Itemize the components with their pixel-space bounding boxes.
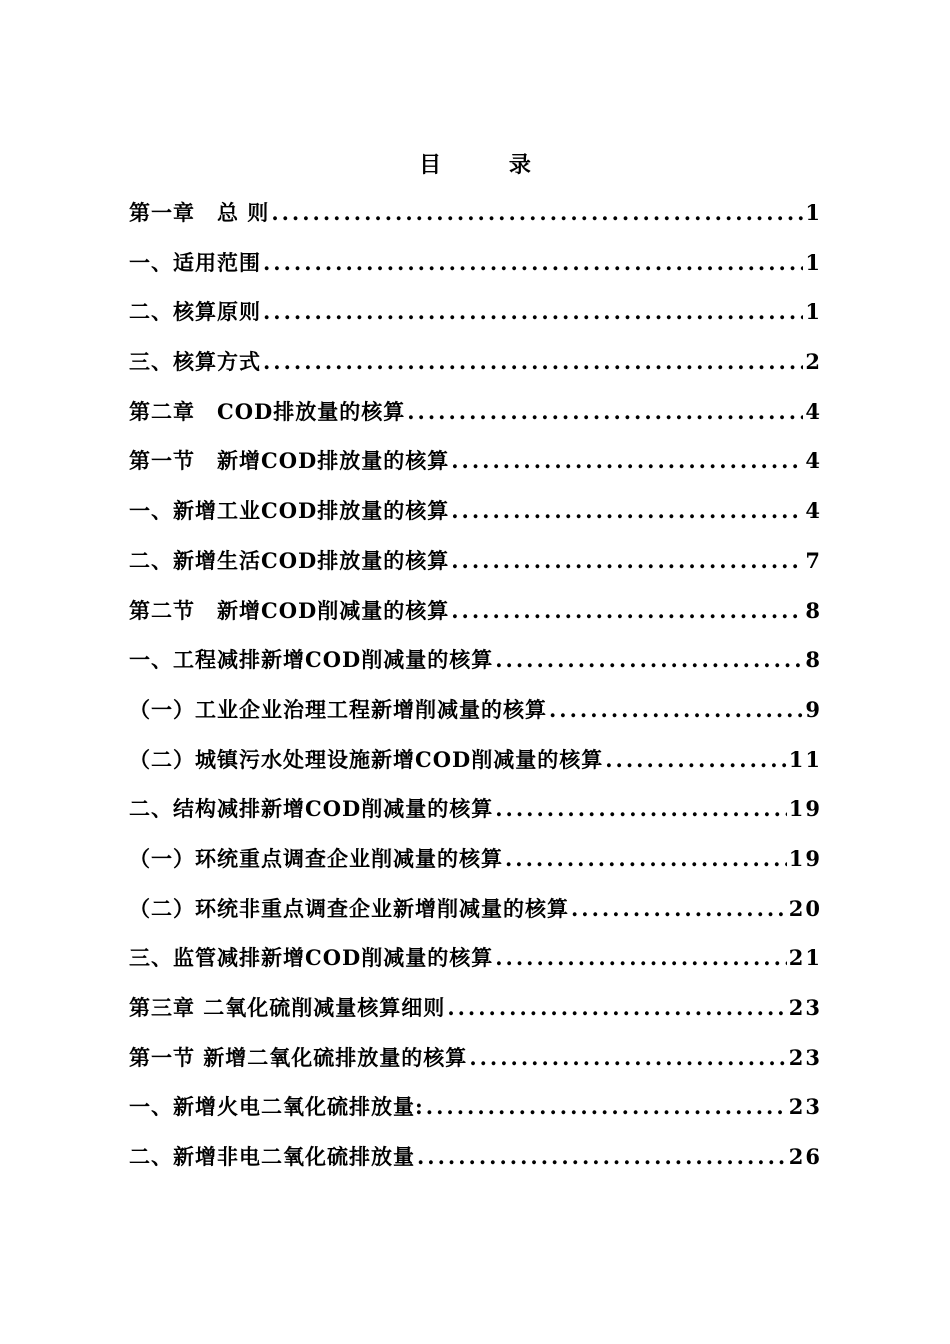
toc-entry-page-number: 19: [788, 796, 822, 822]
toc-entry-label: （一）环统重点调查企业削减量的核算: [129, 845, 503, 871]
toc-entry[interactable]: [129, 445, 822, 495]
toc-entry-page-number: 4: [805, 398, 822, 424]
toc-entry[interactable]: [129, 992, 822, 1042]
toc-entry[interactable]: [129, 1042, 822, 1092]
toc-entry[interactable]: [129, 197, 822, 247]
toc-entry[interactable]: [129, 942, 822, 992]
toc-entry-page-number: 4: [805, 498, 822, 524]
toc-dot-leader: [417, 1144, 787, 1169]
toc-entry-label: （二）环统非重点调查企业新增削减量的核算: [129, 895, 569, 921]
toc-dot-leader: [263, 349, 803, 374]
toc-entry[interactable]: [129, 1141, 822, 1191]
toc-dot-leader: [263, 250, 803, 275]
toc-entry[interactable]: [129, 346, 822, 396]
toc-entry-page-number: 26: [788, 1144, 822, 1170]
toc-dot-leader: [407, 399, 803, 424]
toc-entry[interactable]: [129, 495, 822, 545]
toc-entry-label: 第三章 二氧化硫削减量核算细则: [129, 995, 446, 1020]
toc-entry-label: 一、新增火电二氧化硫排放量:: [129, 1094, 424, 1120]
toc-title: 目 录: [419, 152, 561, 178]
toc-entry[interactable]: [129, 893, 822, 943]
toc-entry-label: 一、适用范围: [129, 249, 261, 275]
toc-entry[interactable]: [129, 1091, 822, 1141]
toc-entry-page-number: 1: [805, 200, 822, 225]
toc-entry-label: （一）工业企业治理工程新增削减量的核算: [129, 696, 547, 722]
toc-entry-label: 一、新增工业COD排放量的核算: [129, 498, 450, 524]
toc-entry-label: 二、新增非电二氧化硫排放量: [129, 1144, 415, 1170]
toc-entry[interactable]: [129, 843, 822, 893]
toc-entry-page-number: 20: [788, 895, 822, 921]
toc-entry-page-number: 23: [788, 995, 822, 1020]
toc-dot-leader: [495, 796, 787, 821]
toc-dot-leader: [263, 299, 803, 324]
toc-entry-label: 第一节 新增COD排放量的核算: [129, 448, 450, 474]
toc-entry[interactable]: [129, 694, 822, 744]
toc-entry-page-number: 7: [805, 547, 822, 573]
toc-entry-page-number: 19: [788, 845, 822, 871]
toc-dot-leader: [451, 548, 803, 573]
toc-dot-leader: [469, 1045, 786, 1070]
toc-dot-leader: [451, 598, 803, 623]
toc-entry-label: 二、结构减排新增COD削减量的核算: [129, 796, 494, 822]
toc-entry-label: 第二章 COD排放量的核算: [129, 398, 406, 424]
toc-entry-label: 三、监管减排新增COD削减量的核算: [129, 945, 494, 971]
toc-dot-leader: [549, 697, 803, 722]
toc-entry-page-number: 4: [805, 448, 822, 474]
toc-dot-leader: [426, 1094, 787, 1119]
toc-dot-leader: [447, 995, 786, 1020]
toc-entry[interactable]: [129, 595, 822, 645]
toc-entry-label: 第二节 新增COD削减量的核算: [129, 597, 450, 623]
toc-entry-page-number: 9: [805, 696, 822, 722]
toc-entry-page-number: 11: [788, 746, 822, 772]
toc-dot-leader: [605, 747, 787, 772]
toc-dot-leader: [271, 200, 803, 225]
toc-dot-leader: [451, 448, 803, 473]
toc-entry-label: 三、核算方式: [129, 349, 261, 375]
toc-dot-leader: [571, 896, 787, 921]
toc-entry-page-number: 8: [805, 597, 822, 623]
toc-entry-page-number: 23: [788, 1044, 822, 1070]
toc-dot-leader: [451, 498, 803, 523]
toc-entry-page-number: 1: [805, 249, 822, 275]
toc-entry-label: 二、核算原则: [129, 299, 261, 325]
toc-dot-leader: [505, 846, 787, 871]
toc-dot-leader: [495, 945, 787, 970]
toc-entry-label: 一、工程减排新增COD削减量的核算: [129, 647, 494, 673]
toc-entry[interactable]: [129, 793, 822, 843]
table-of-contents: [129, 197, 822, 1191]
toc-entry-page-number: 21: [788, 945, 822, 971]
toc-entry[interactable]: [129, 644, 822, 694]
toc-entry-label: 第一节 新增二氧化硫排放量的核算: [129, 1044, 468, 1070]
toc-entry-label: （二）城镇污水处理设施新增COD削减量的核算: [129, 746, 604, 772]
toc-entry-page-number: 1: [805, 299, 822, 325]
toc-entry-label: 二、新增生活COD排放量的核算: [129, 547, 450, 573]
toc-entry[interactable]: [129, 296, 822, 346]
toc-entry[interactable]: [129, 247, 822, 297]
toc-entry-page-number: 23: [788, 1094, 822, 1120]
toc-entry-label: 第一章 总 则: [129, 200, 270, 225]
toc-entry[interactable]: [129, 545, 822, 595]
toc-entry[interactable]: [129, 744, 822, 794]
toc-entry-page-number: 2: [805, 349, 822, 375]
toc-dot-leader: [495, 647, 803, 672]
toc-entry-page-number: 8: [805, 647, 822, 673]
toc-entry[interactable]: [129, 396, 822, 446]
